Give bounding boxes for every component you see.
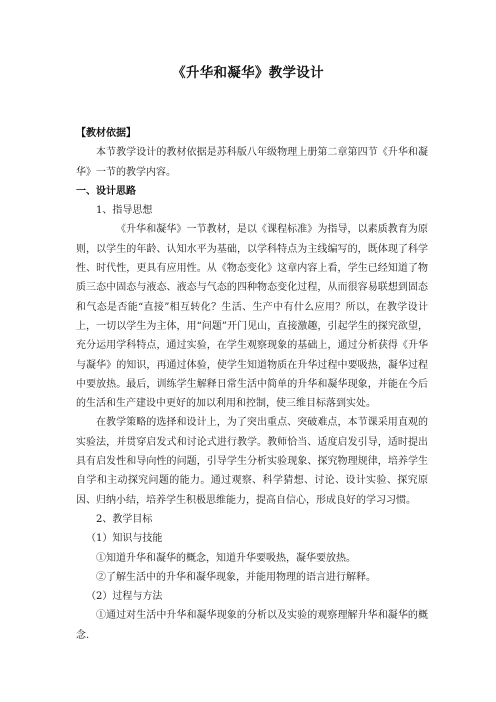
goal-item-process-method: （2）过程与方法: [86, 591, 163, 603]
goal-subitem-2: ②了解生活中的升华和凝华现象，并能用物理的语言进行解释。: [96, 571, 376, 583]
section-heading-textbook-basis: 【教材依据】: [76, 128, 136, 139]
paragraph-process-method: ①通过对生活中升华和凝华现象的分析以及实验的观察理解升华和凝华的概念.: [76, 610, 428, 641]
goal-item-knowledge-skills: （1）知识与技能: [86, 533, 163, 545]
goal-subitem-1: ①知道升华和凝华的概念，知道升华要吸热，凝华要放热。: [96, 552, 356, 564]
document-title: 《升华和凝华》教学设计: [172, 65, 324, 81]
paragraph-guiding-idea: 《升华和凝华》一节教材，是以《课程标准》为指导，以素质教育为原则，以学生的年龄、认知水平为基础，以学科特点为主线编写的，既体现了科学性、时代性，更具有应用性。从《物态变化》这章内容上看，学生已经知道了物质三态中固态与液态、液态与气态的四种物态变化过程，从而很容易联想到固态和气态是否能“直接”相互转化？生活、生产中有什么应用？所以，在教学设计上，一切以学生为主体，用“问题”开门见山，直接激趣，引起学生的探究欲望，充分运用学科特点，通过实验，在学生观察现象的基础上，通过分析获得《升华与凝华》的知识，再通过体验，使学生知道物质在升华过程中要吸热，凝华过程中要放热。最后，训练学生解释日常生活中简单的升华和凝华现象，并能在今后的生活和生产建设中更好的加以利用和控制，使三维目标落到实处。: [76, 224, 428, 410]
subheading-teaching-goals: 2、教学目标: [96, 513, 153, 525]
subheading-guiding-idea: 1、指导思想: [96, 205, 153, 217]
section-heading-design-idea: 一、设计思路: [76, 185, 136, 197]
paragraph-teaching-strategy: 在教学策略的选择和设计上，为了突出重点、突破难点，本节课采用直观的实验法，并贯穿启发式和讨论式进行教学。教师恰当、适度启发引导，适时提出具有启发性和导向性的问题，引导学生分析实验现象、探究物理规律，培养学生自学和主动探究问题的能力。通过观察、科学猜想、讨论、设计实验、探究原因、归纳小结，培养学生积极思维能力，提高自信心，形成良好的学习习惯。: [76, 417, 428, 506]
document-body: [76, 124, 428, 645]
paragraph-textbook-basis: 本节教学设计的教材依据是苏科版八年级物理上册第二章第四节《升华和凝华》一节的教学内容。: [76, 147, 428, 178]
